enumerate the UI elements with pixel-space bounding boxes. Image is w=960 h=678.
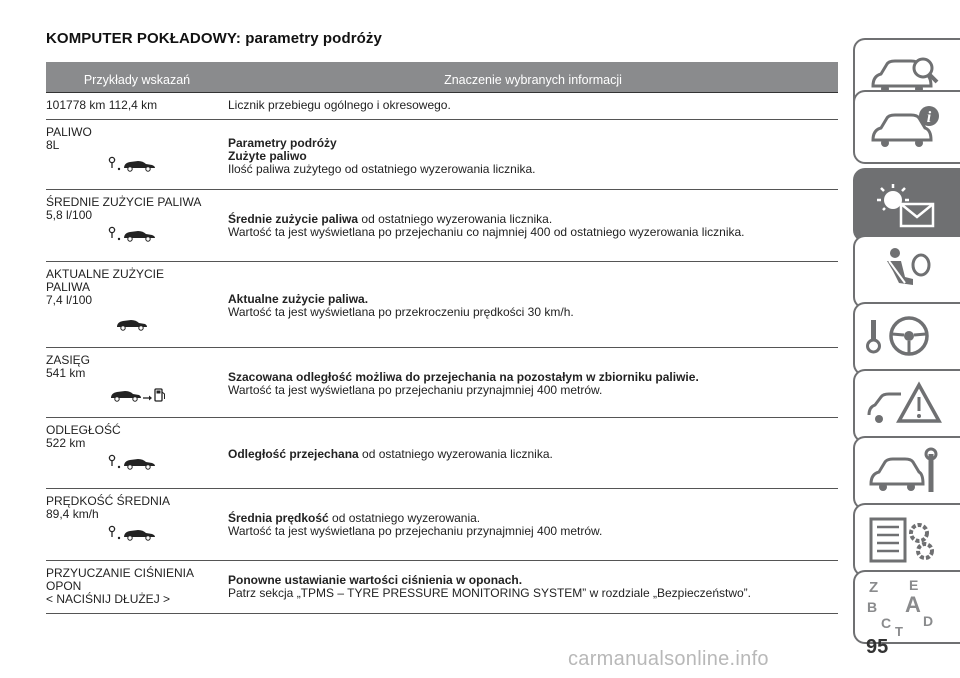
description-title: Średnia prędkość [228,511,329,525]
table-header [46,62,838,92]
table-row [46,261,838,348]
car-wrench-icon [865,444,945,504]
chapter-tab-safety[interactable] [853,235,960,309]
chapter-tab-index[interactable] [853,570,960,644]
description-note: Wartość ta jest wyświetlana po przejechaniu co najmniej 400 od ostatniego wyzerowania licznika. [228,225,745,239]
indicator-line: PALIWA [46,280,91,294]
description-text: od ostatniego wyzerowania licznika. [358,212,553,226]
indicator-line: PALIWO [46,125,92,139]
indicator-line: AKTUALNE ZUŻYCIE [46,267,165,281]
indicator-line: 101778 km 112,4 km [46,98,158,112]
row-description [228,137,838,176]
row-description [228,448,838,461]
row-indicator [46,268,221,307]
index-letter: A [905,592,921,617]
description-text: od ostatniego wyzerowania licznika. [358,447,553,461]
warning-light-message-icon [865,176,945,236]
indicator-value: 7,4 l/100 [46,293,93,307]
description-subtitle: Zużyte paliwo [228,149,307,163]
indicator-value: 541 km [46,366,86,380]
table-row [46,417,838,489]
indicator-line: ZASIĘG [46,353,91,367]
indicator-value: 522 km [46,436,86,450]
indicator-line: PRZYUCZANIE CIŚNIENIA [46,566,195,580]
description-title: Parametry podróży [228,136,337,150]
checklist-gears-icon [865,511,945,571]
row-indicator [46,495,221,521]
indicator-value: 89,4 km/h [46,507,99,521]
table-row [46,189,838,262]
description-text: od ostatniego wyzerowania. [328,511,481,525]
car-with-pin-icon [108,454,156,470]
index-letter: T [895,624,903,639]
car-to-fuel-pump-icon [110,386,166,404]
car-with-pin-icon [108,226,156,242]
index-letter: C [881,615,892,631]
page-title: KOMPUTER POKŁADOWY: parametry podróży [46,30,382,47]
index-letter: E [909,577,919,593]
row-indicator [46,196,221,222]
description-text: Licznik przebiegu ogólnego i okresowego. [228,98,451,112]
chapter-tab-technical-data[interactable] [853,503,960,577]
row-description [228,99,838,112]
page-number: 95 [866,636,889,658]
car-icon [116,317,148,331]
description-title: Ponowne ustawianie wartości ciśnienia w oponach. [228,573,523,587]
alphabet-index-icon [863,576,943,640]
table-row [46,488,838,561]
key-steering-wheel-icon [865,310,945,370]
row-description [228,371,838,397]
car-with-pin-icon [108,525,156,541]
row-description [228,574,838,600]
table-row [46,560,838,614]
trip-parameters-table [46,62,838,606]
chapter-tab-emergency[interactable] [853,369,960,443]
indicator-line: OPON [46,579,82,593]
row-description [228,512,838,538]
row-description [228,293,838,319]
chapter-tab-warning-lights[interactable] [853,168,960,242]
column-header-meaning: Znaczenie wybranych informacji [444,73,622,87]
indicator-value: 5,8 l/100 [46,208,93,222]
description-note: Wartość ta jest wyświetlana po przejechaniu przynajmniej 400 metrów. [228,383,603,397]
description-note: Wartość ta jest wyświetlana po przekroczeniu prędkości 30 km/h. [228,305,574,319]
description-note: Patrz sekcja „TPMS – TYRE PRESSURE MONITORING SYSTEM” w rozdziale „Bezpieczeństwo”. [228,586,752,600]
row-indicator [46,99,221,112]
indicator-line: PRĘDKOŚĆ ŚREDNIA [46,494,171,508]
description-title: Odległość przejechana [228,447,359,461]
chapter-tab-maintenance[interactable] [853,436,960,510]
row-indicator [46,567,221,606]
table-row [46,347,838,418]
seatbelt-airbag-icon [865,243,945,303]
index-letter: Z [869,579,879,596]
table-row [46,119,838,190]
car-warning-triangle-icon [865,377,945,437]
watermark: carmanualsonline.info [568,648,769,670]
description-title: Aktualne zużycie paliwa. [228,292,369,306]
indicator-line: ŚREDNIE ZUŻYCIE PALIWA [46,195,202,209]
chapter-tab-starting-driving[interactable] [853,302,960,376]
row-indicator [46,424,221,450]
row-description [228,213,838,239]
column-header-examples: Przykłady wskazań [83,73,191,87]
description-note: Wartość ta jest wyświetlana po przejechaniu przynajmniej 400 metrów. [228,524,603,538]
description-title: Średnie zużycie paliwa [228,212,359,226]
indicator-value: < NACIŚNIJ DŁUŻEJ > [46,592,171,606]
car-with-pin-icon [108,156,156,172]
table-row [46,92,838,118]
car-info-icon [865,98,945,158]
row-indicator [46,126,221,152]
description-text: Ilość paliwa zużytego od ostatniego wyzerowania licznika. [228,162,536,176]
indicator-line: ODLEGŁOŚĆ [46,423,121,437]
index-letter: D [923,613,934,629]
index-letter: B [867,599,878,615]
description-title: Szacowana odległość możliwa do przejechania na pozostałym w zbiorniku paliwie. [228,370,699,384]
chapter-tab-dashboard[interactable] [853,90,960,164]
svg-text:i: i [926,109,932,126]
indicator-value: 8L [46,138,60,152]
row-indicator [46,354,221,380]
